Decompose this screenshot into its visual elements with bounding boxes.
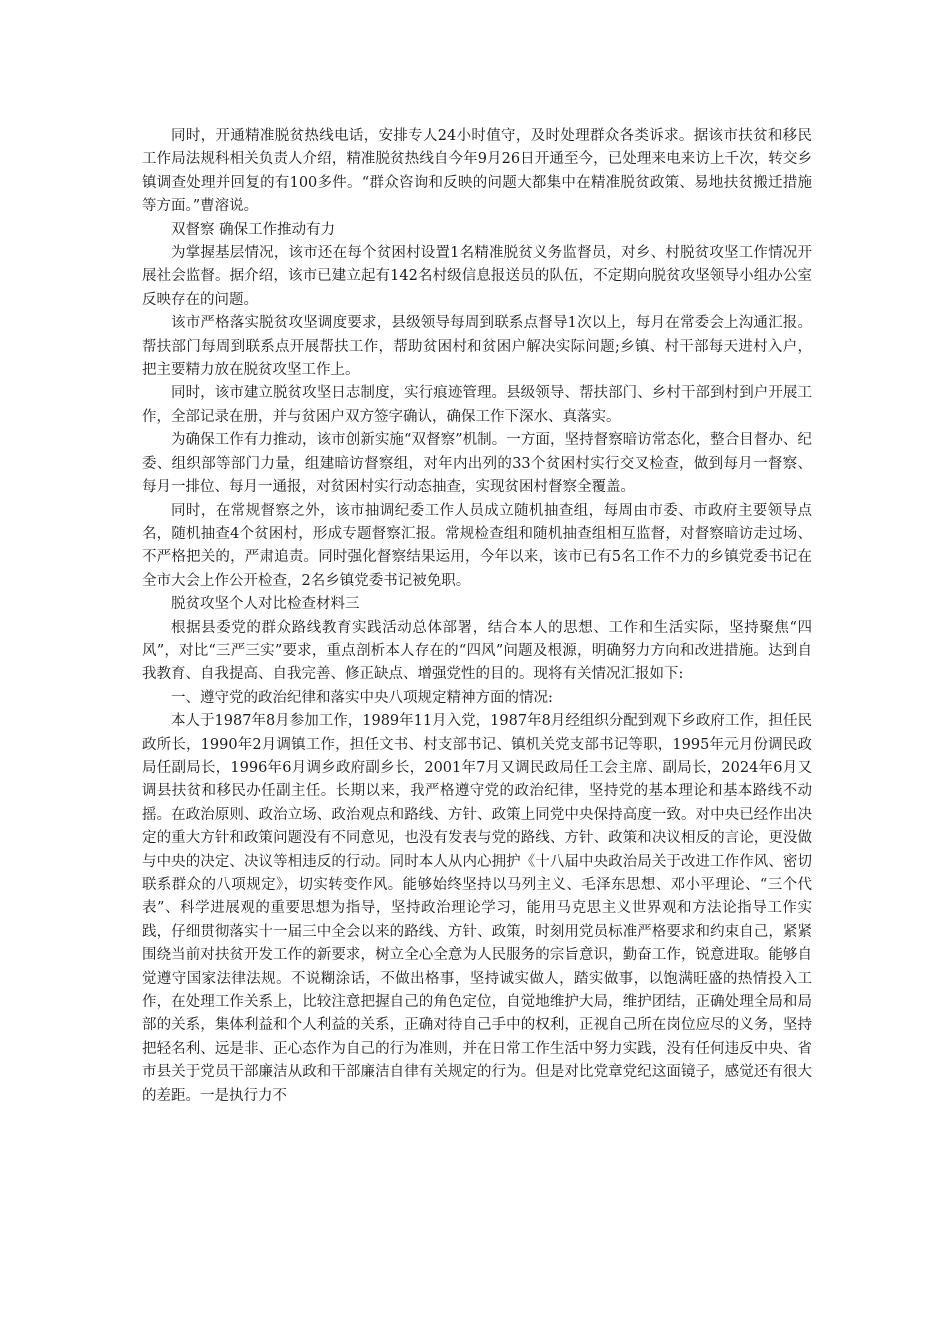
paragraph-random-inspection: 同时，在常规督察之外，该市抽调纪委工作人员成立随机抽查组，每周由市委、市政府主要领导点名，随机抽查4个贫困村，形成专题督察汇报。常规检查组和随机抽查组相互监督，对督察暗访走过场、不严格把关的，严肃追责。同时强化督察结果运用，今年以来，该市已有5名工作不力的乡镇党委书记在全市大会上作公开检查，2名乡镇党委书记被免职。 bbox=[142, 502, 812, 589]
paragraph-introduction: 根据县委党的群众路线教育实践活动总体部署，结合本人的思想、工作和生活实际，坚持聚焦“四风”，对比“三严三实”要求，重点剖析本人存在的“四风”问题及根源，明确努力方向和改进措施。达到自我教育、自我提高、自我完善、修正缺点、增强党性的目的。现将有关情况汇报如下: bbox=[142, 619, 812, 683]
document-title-material-three: 脱贫攻坚个人对比检查材料三 bbox=[171, 596, 360, 613]
paragraph-dual-supervision-mechanism: 为确保工作有力推动，该市创新实施“双督察”机制。一方面，坚持督察暗访常态化，整合目督办、纪委、组织部等部门力量，组建暗访督察组，对年内出列的33个贫困村实行交叉检查，做到每月一督察、每月一排位、每月一通报，对贫困村实行动态抽查，实现贫困村督察全覆盖。 bbox=[142, 432, 812, 496]
section-heading-dual-supervision: 双督察 确保工作推动有力 bbox=[171, 221, 336, 238]
paragraph-scheduling: 该市严格落实脱贫攻坚调度要求，县级领导每周到联系点督导1次以上，每月在常委会上沟通汇报。帮扶部门每周到联系点开展帮扶工作，帮助贫困村和贫困户解决实际问题;乡镇、村干部每天进村入户，把主要精力放在脱贫攻坚工作上。 bbox=[142, 315, 812, 379]
paragraph-hotline: 同时，开通精准脱贫热线电话，安排专人24小时值守，及时处理群众各类诉求。据该市扶贫和移民工作局法规科相关负责人介绍，精准脱贫热线自今年9月26日开通至今，已处理来电来访上千次，转交乡镇调查处理并回复的有100多件。“群众咨询和反映的问题大都集中在精准脱贫政策、易地扶贫搬迁措施等方面。”曹溶说。 bbox=[142, 128, 812, 215]
document-page bbox=[142, 125, 812, 1108]
paragraph-personal-record: 本人于1987年8月参加工作，1989年11月入党，1987年8月经组织分配到观下乡政府工作，担任民政所长，1990年2月调镇工作，担任文书、村支部书记、镇机关党支部书记等职，1995年元月份调民政局任副局长，1996年6月调乡政府副乡长，2001年7月又调民政局任工会主席、副局长，2024年6月又调县扶贫和移民办任副主任。长期以来，我严格遵守党的政治纪律，坚持党的基本理论和基本路线不动摇。在政治原则、政治立场、政治观点和路线、方针、政策上同党中央保持高度一致。对中央已经作出决定的重大方针和政策问题没有不同意见，也没有发表与党的路线、方针、政策和决议相反的言论，更没做与中央的决定、决议等相违反的行动。同时本人从内心拥护《十八届中央政治局关于改进工作作风、密切联系群众的八项规定》，切实转变作风。能够始终坚持以马列主义、毛泽东思想、邓小平理论、“三个代表”、科学进展观的重要思想为指导，坚持政治理论学习，能用马克思主义世界观和方法论指导工作实践，仔细贯彻落实十一届三中全会以来的路线、方针、政策，时刻用党员标准严格要求和约束自己，紧紧围绕当前对扶贫开发工作的新要求，树立全心全意为人民服务的宗旨意识，勤奋工作，锐意进取。能够自觉遵守国家法律法规。不说糊涂话，不做出格事，坚持诚实做人，踏实做事，以饱满旺盛的热情投入工作，在处理工作关系上，比较注意把握自己的角色定位，自觉地维护大局，维护团结，正确处理全局和局部的关系，集体利益和个人利益的关系，正确对待自己手中的权利，正视自己所在岗位应尽的义务，坚持把轻名利、远是非、正心态作为自己的行为准则，并在日常工作生活中努力实践，没有任何违反中央、省市县关于党员干部廉洁从政和干部廉洁自律有关规定的行为。但是对比党章党纪这面镜子，感觉还有很大的差距。一是执行力不 bbox=[142, 713, 812, 1104]
paragraph-log-system: 同时，该市建立脱贫攻坚日志制度，实行痕迹管理。县级领导、帮扶部门、乡村干部到村到户开展工作，全部记录在册，并与贫困户双方签字确认，确保工作下深水、真落实。 bbox=[142, 385, 812, 425]
section-heading-political-discipline: 一、遵守党的政治纪律和落实中央八项规定精神方面的情况: bbox=[171, 689, 553, 706]
paragraph-supervisors: 为掌握基层情况，该市还在每个贫困村设置1名精准脱贫义务监督员，对乡、村脱贫攻坚工作情况开展社会监督。据介绍，该市已建立起有142名村级信息报送员的队伍，不定期向脱贫攻坚领导小组办公室反映存在的问题。 bbox=[142, 245, 812, 308]
